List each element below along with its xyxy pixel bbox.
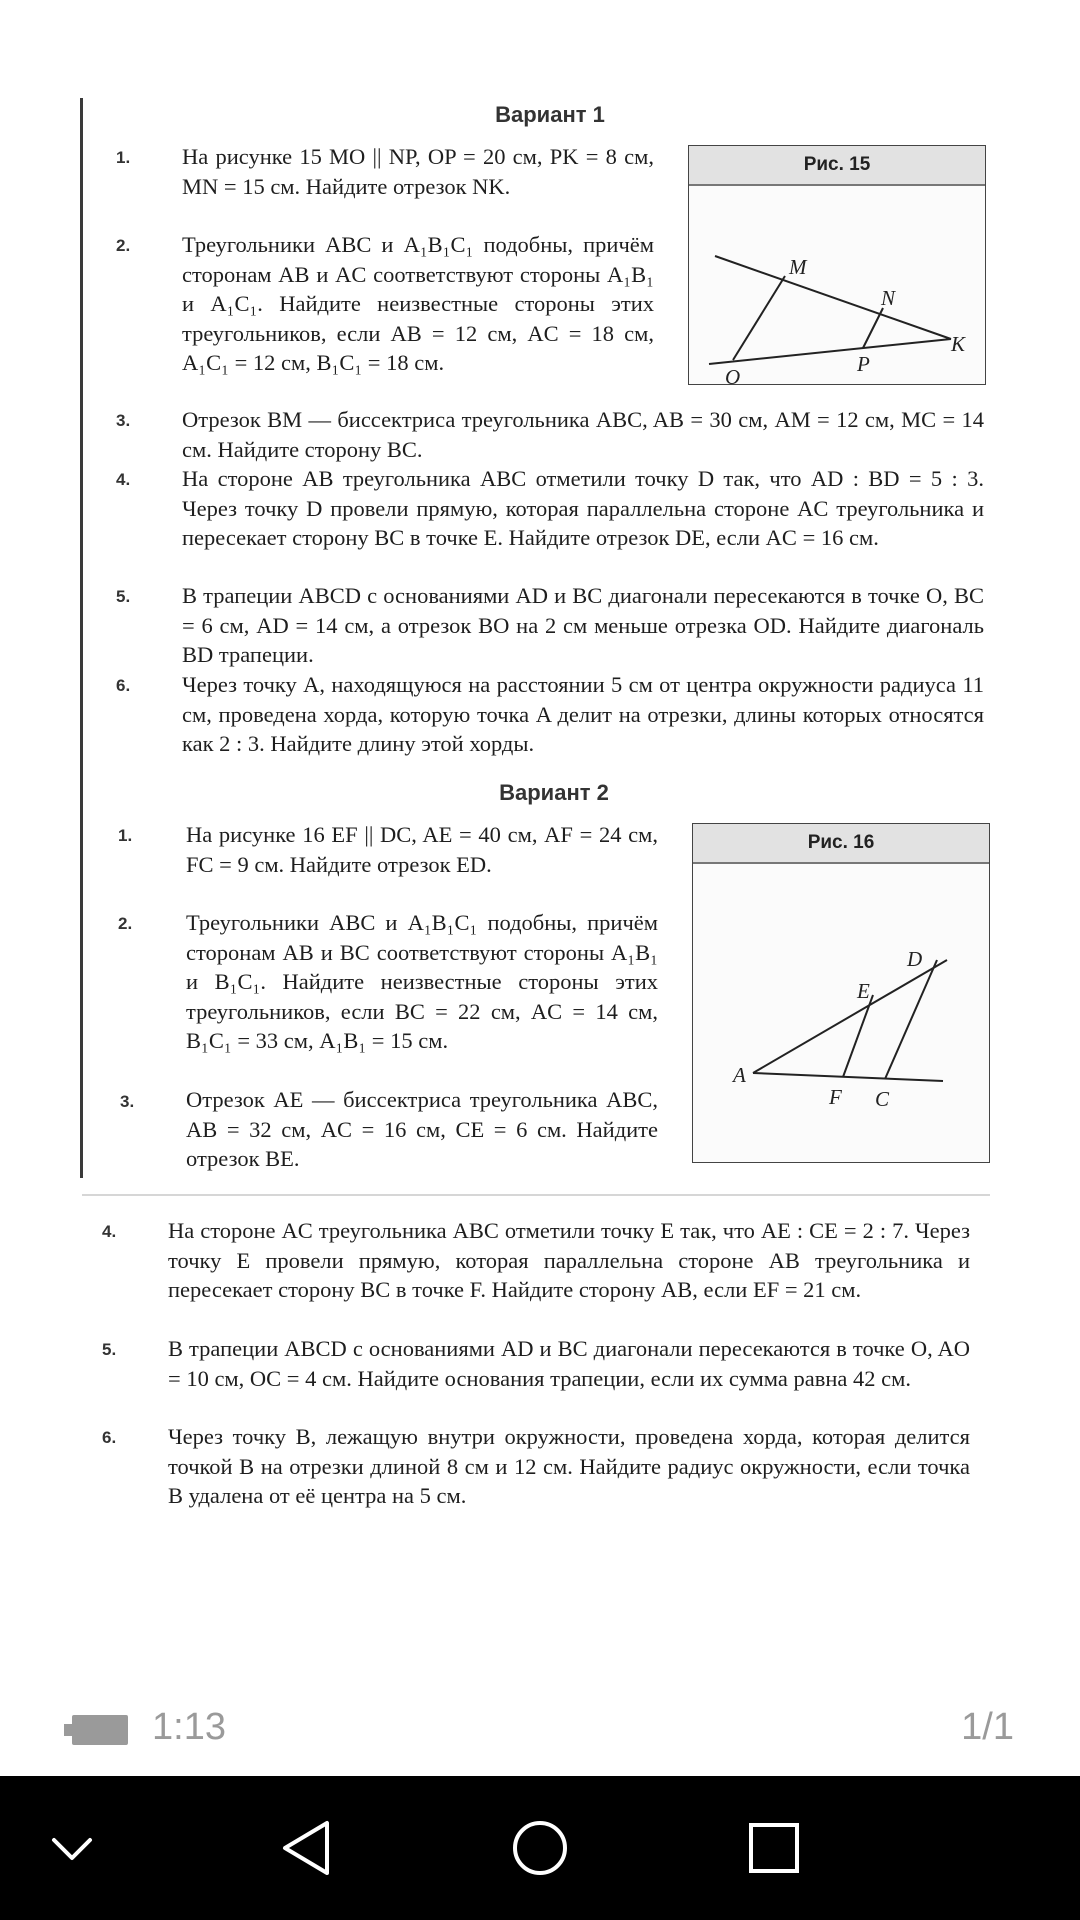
figure-15-caption: Рис. 15 xyxy=(689,146,985,186)
v2-problem-2-number: 2. xyxy=(118,914,133,933)
v2-problem-6-number: 6. xyxy=(102,1428,117,1447)
v2-problem-2-text: Треугольники ABC и A₁B₁C₁ подобны, причём сторонам AB и BC соответствуют стороны A₁B₁ и B₁C₁. Найдите неизвестные стороны этих треугольников, если BC = 22 см, AC = 14 см, B₁C₁ = 33 см, A₁B₁ = 15 см. xyxy=(186,910,658,1053)
v1-problem-3-text: Отрезок BM — биссектриса треугольника ABC, AB = 30 см, AM = 12 см, MC = 14 см. Найдите сторону BC. xyxy=(182,407,984,462)
v2-problem-4-text: На стороне AC треугольника ABC отметили точку E так, что AE : CE = 2 : 7. Через точку E провели прямую, которая параллельна стороне AB треугольника и пересекает сторону BC в точке F. Найдите сторону AB, если EF = 21 см. xyxy=(168,1218,970,1302)
v1-problem-6-number: 6. xyxy=(116,676,131,695)
v2-problem-6-text: Через точку B, лежащую внутри окружности, проведена хорда, которая делится точкой B на отрезки длиной 8 см и 12 см. Найдите радиус окружности, если точка B удалена от её центра на 5 см. xyxy=(168,1424,970,1508)
v1-problem-6-text: Через точку A, находящуюся на расстоянии 5 см от центра окружности радиуса 11 см, проведена хорда, которую точка A делит на отрезки, длины которых относятся как 2 : 3. Найдите длину этой хорды. xyxy=(182,672,984,756)
label-c: C xyxy=(875,1087,890,1111)
reader-status-bar xyxy=(0,1700,1080,1756)
system-navigation-bar xyxy=(0,1776,1080,1920)
figure-15 xyxy=(688,145,986,385)
page-indicator[interactable]: 1/1 xyxy=(961,1706,1014,1748)
recents-square-icon xyxy=(739,1813,809,1883)
v2-problem-3-text: Отрезок AE — биссектриса треугольника ABC, AB = 32 см, AC = 16 см, CE = 6 см. Найдите отрезок BE. xyxy=(186,1087,658,1171)
label-p: P xyxy=(857,352,870,376)
v2-problem-1-text: На рисунке 16 EF || DC, AE = 40 см, AF = 24 см, FC = 9 см. Найдите отрезок ED. xyxy=(186,822,658,877)
segment-o-m xyxy=(733,276,785,360)
line-o-k xyxy=(709,339,951,364)
segment-c-d xyxy=(885,960,937,1079)
v1-problem-4-text: На стороне AB треугольника ABC отметили точку D так, что AD : BD = 5 : 3. Через точку D провели прямую, которая параллельна стороне AC треугольника и пересекает сторону BC в точке E. Найдите отрезок DE, если AC = 16 см. xyxy=(182,466,984,550)
v2-problem-5-text: В трапеции ABCD с основаниями AD и BC диагонали пересекаются в точке O, AO = 10 см, OC = 4 см. Найдите основания трапеции, если их сумма равна 42 см. xyxy=(168,1336,970,1391)
home-button[interactable] xyxy=(490,1798,590,1898)
figure-16-caption: Рис. 16 xyxy=(693,824,989,864)
v1-problem-5-text: В трапеции ABCD с основаниями AD и BC диагонали пересекаются в точке O, BC = 6 см, AD = 14 см, а отрезок BO на 2 см меньше отрезка OD. Найдите диагональ BD трапеции. xyxy=(182,583,984,667)
variant-2-title: Вариант 2 xyxy=(499,780,609,805)
v2-problem-1-number: 1. xyxy=(118,826,133,845)
figure-16-diagram xyxy=(693,864,989,1162)
v2-problem-3-number: 3. xyxy=(120,1092,135,1111)
v1-problem-4-number: 4. xyxy=(116,470,131,489)
figure-15-diagram xyxy=(689,186,985,384)
v1-problem-1-text: На рисунке 15 MO || NP, OP = 20 см, PK = 8 см, MN = 15 см. Найдите отрезок NK. xyxy=(182,144,654,199)
variant-1-title: Вариант 1 xyxy=(495,102,605,127)
clock-time: 1:13 xyxy=(152,1706,226,1748)
v1-problem-2-number: 2. xyxy=(116,236,131,255)
label-k: K xyxy=(951,332,966,356)
v1-problem-5-number: 5. xyxy=(116,587,131,606)
label-f: F xyxy=(829,1085,842,1109)
label-a: A xyxy=(733,1063,746,1087)
label-n: N xyxy=(881,286,896,310)
battery-icon xyxy=(64,1715,130,1745)
segment-f-e xyxy=(843,995,873,1077)
chevron-down-icon xyxy=(42,1818,102,1878)
hide-keyboard-button[interactable] xyxy=(22,1798,122,1898)
back-triangle-icon xyxy=(271,1813,341,1883)
segment-p-n xyxy=(863,308,883,348)
recents-button[interactable] xyxy=(724,1798,824,1898)
v1-problem-1-number: 1. xyxy=(116,148,131,167)
figure-16 xyxy=(692,823,990,1163)
page-separator xyxy=(82,1194,990,1196)
v2-problem-5-number: 5. xyxy=(102,1340,117,1359)
v1-problem-2-text: Треугольники ABC и A₁B₁C₁ подобны, причём сторонам AB и AC соответствуют стороны A₁B₁ и A₁C₁. Найдите неизвестные стороны этих треугольников, если AB = 12 см, AC = 18 см, A₁C₁ = 12 см, B₁C₁ = 18 см. xyxy=(182,232,654,375)
page-left-rule xyxy=(80,98,83,1178)
label-o: O xyxy=(725,365,741,384)
label-d: D xyxy=(907,947,923,971)
line-a-c xyxy=(753,1073,943,1081)
back-button[interactable] xyxy=(256,1798,356,1898)
line-m-k xyxy=(715,256,951,339)
label-e: E xyxy=(857,979,870,1003)
label-m: M xyxy=(789,255,807,279)
v1-problem-3-number: 3. xyxy=(116,411,131,430)
v2-problem-4-number: 4. xyxy=(102,1222,117,1241)
home-circle-icon xyxy=(505,1813,575,1883)
